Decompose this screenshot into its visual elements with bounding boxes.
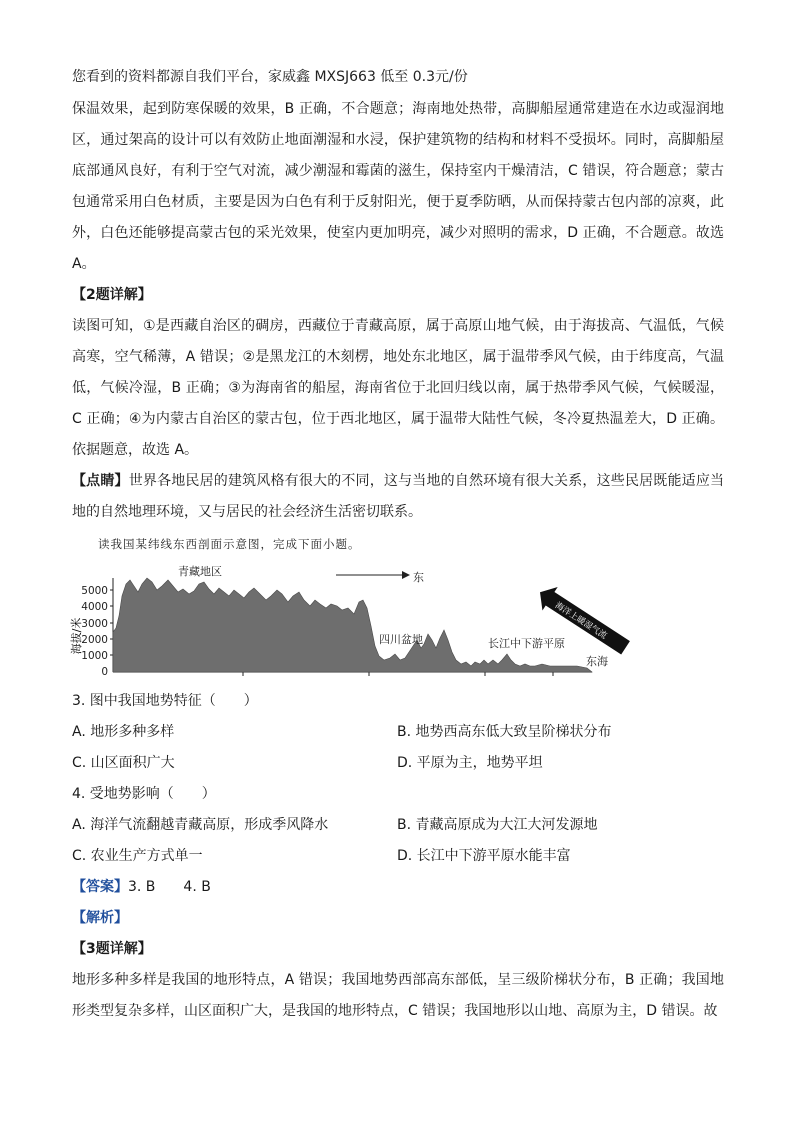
q2-detail-heading: 【2题详解】 (72, 287, 152, 303)
y-tick-label: 1000 (81, 650, 108, 662)
east-arrow-head-icon (402, 571, 410, 579)
answer-text: 3. B 4. B (128, 879, 211, 895)
platform-header-line: 您看到的资料都源自我们平台，家威鑫 MXSJ663 低至 0.3元/份 (72, 69, 468, 85)
y-tick-label: 5000 (81, 585, 108, 597)
q4-options (72, 810, 722, 872)
q3-option-d: D. 平原为主，地势平坦 (397, 755, 543, 771)
region-label-changjiang: 长江中下游平原 (488, 637, 565, 650)
q4-option-c: C. 农业生产方式单一 (72, 848, 203, 864)
region-label-qingzang: 青藏地区 (178, 565, 222, 578)
q3-detail-heading: 【3题详解】 (72, 941, 152, 957)
q4-option-a: A. 海洋气流翻越青藏高原，形成季风降水 (72, 817, 329, 833)
q1-explanation-paragraph: 保温效果，起到防寒保暖的效果，B 正确，不合题意；海南地处热带，高脚船屋通常建造在水边或湿润地区，通过架高的设计可以有效防止地面潮湿和水浸，保护建筑物的结构和材料不受损坏。同时，高脚船屋底部通风良好，有利于空气对流，减少潮湿和霉菌的滋生，保持室内干燥清洁，C 错误，符合题意；蒙古包通常采用白色材质，主要是因为白色有利于反射阳光，便于夏季防晒，从而保持蒙古包内部的凉爽，此外，白色还能够提高蒙古包的采光效果，使室内更加明亮，减少对照明的需求，D 正确，不合题意。故选A。 (72, 101, 724, 272)
terrain-profile (113, 578, 592, 672)
airflow-label: 海洋上暖湿气流 (552, 600, 609, 642)
y-tick-label: 2000 (81, 634, 108, 646)
cross-section-figure (72, 556, 724, 686)
q3-option-b: B. 地势西高东低大致呈阶梯状分布 (397, 724, 612, 740)
y-tick-label: 0 (101, 666, 108, 678)
region-label-donghai: 东海 (586, 655, 608, 668)
direction-label-east: 东 (413, 571, 424, 584)
region-label-sichuan: 四川盆地 (379, 633, 423, 646)
q2-explanation-paragraph: 读图可知，①是西藏自治区的碉房，西藏位于青藏高原，属于高原山地气候，由于海拔高、气温低，气候高寒，空气稀薄，A 错误；②是黑龙江的木刻楞，地处东北地区，属于温带季风气候，由于纬度高，气温低，气候冷湿，B 正确；③为海南省的船屋，海南省位于北回归线以南，属于热带季风气候，气候暖湿，C 正确；④为内蒙古自治区的蒙古包，位于西北地区，属于温带大陆性气候，冬冷夏热温差大，D 正确。依据题意，故选 A。 (72, 318, 724, 458)
y-tick-label: 4000 (81, 601, 108, 613)
q3-explanation-paragraph: 地形多种多样是我国的地形特点，A 错误；我国地势西部高东部低，呈三级阶梯状分布，B 正确；我国地形类型复杂多样，山区面积广大，是我国的地形特点，C 错误；我国地形以山地、高原为主，D 错误。故 (72, 972, 724, 1019)
dianjing-label: 【点睛】 (72, 473, 129, 489)
jiexi-heading: 【解析】 (72, 910, 128, 926)
y-axis-title: 海拔/米 (70, 617, 83, 655)
q3-option-a: A. 地形多种多样 (72, 724, 175, 740)
answer-label: 【答案】 (72, 879, 128, 895)
q3-options (72, 717, 722, 779)
figure-caption: 读我国某纬线东西剖面示意图，完成下面小题。 (98, 537, 361, 551)
dianjing-text: 世界各地民居的建筑风格有很大的不同，这与当地的自然环境有很大关系，这些民居既能适应当地的自然地理环境，又与居民的社会经济生活密切联系。 (72, 473, 725, 520)
q4-option-b: B. 青藏高原成为大江大河发源地 (397, 817, 598, 833)
q3-option-c: C. 山区面积广大 (72, 755, 175, 771)
answer-line (72, 872, 211, 903)
dianjing-paragraph (72, 466, 724, 528)
q3-stem: 3. 图中我国地势特征（ ） (72, 693, 258, 709)
y-tick-label: 3000 (81, 618, 108, 630)
q4-option-d: D. 长江中下游平原水能丰富 (397, 848, 571, 864)
q4-stem: 4. 受地势影响（ ） (72, 786, 216, 802)
